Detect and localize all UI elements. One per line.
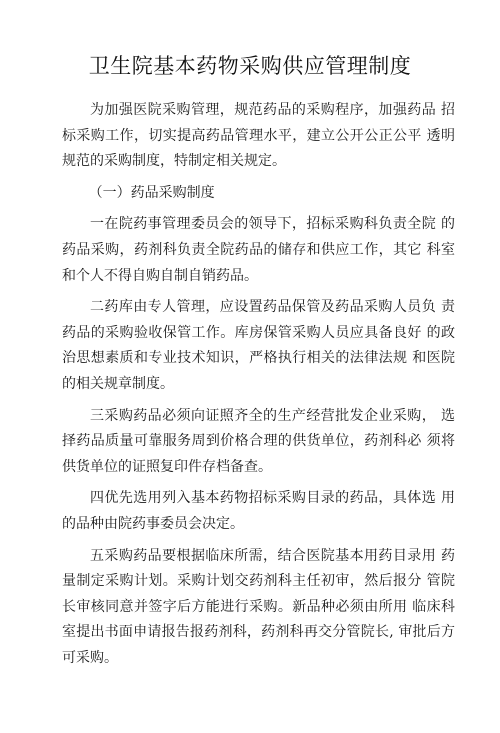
document-body bbox=[62, 98, 455, 671]
intro-paragraph: 为加强医院采购管理，规范药品的采购程序，加强药品 招标采购工作，切实提高药品管理水平，建立公开公正公平 透明规范的采购制度，特制定相关规定。 bbox=[62, 102, 455, 170]
clause-paragraph: 一在院药事管理委员会的领导下，招标采购科负责全院 的药品采购，药剂科负责全院药品的储存和供应工作，其它 科室和个人不得自购自制自销药品。 bbox=[62, 216, 455, 284]
clause-paragraph: 二药库由专人管理，应设置药品保管及药品采购人员负 责药品的采购验收保管工作。库房保管采购人员应具备良好 的政治思想素质和专业技术知识，严格执行相关的法律法规 和医院的相关规章制度。 bbox=[62, 299, 455, 392]
document-title: 卫生院基本药物采购供应管理制度 bbox=[88, 54, 412, 78]
section-heading: （一）药品采购制度 bbox=[88, 184, 215, 201]
clause-paragraph: 四优先选用列入基本药物招标采购目录的药品，具体选 用的品种由院药事委员会决定。 bbox=[62, 490, 455, 532]
clause-paragraph: 三采购药品必须向证照齐全的生产经营批发企业采购， 选择药品质量可靠服务周到价格合理的供货单位，药剂科必 须将供货单位的证照复印件存档备查。 bbox=[62, 407, 455, 475]
clause-paragraph: 五采购药品要根据临床所需，结合医院基本用药目录用 药量制定采购计划。采购计划交药剂科主任初审，然后报分 管院长审核同意并签字后方能进行采购。新品种必须由所用 临床科室提出书面申请报告报药剂科，药剂科再交分管院长, 审批后方可采购。 bbox=[62, 547, 455, 666]
